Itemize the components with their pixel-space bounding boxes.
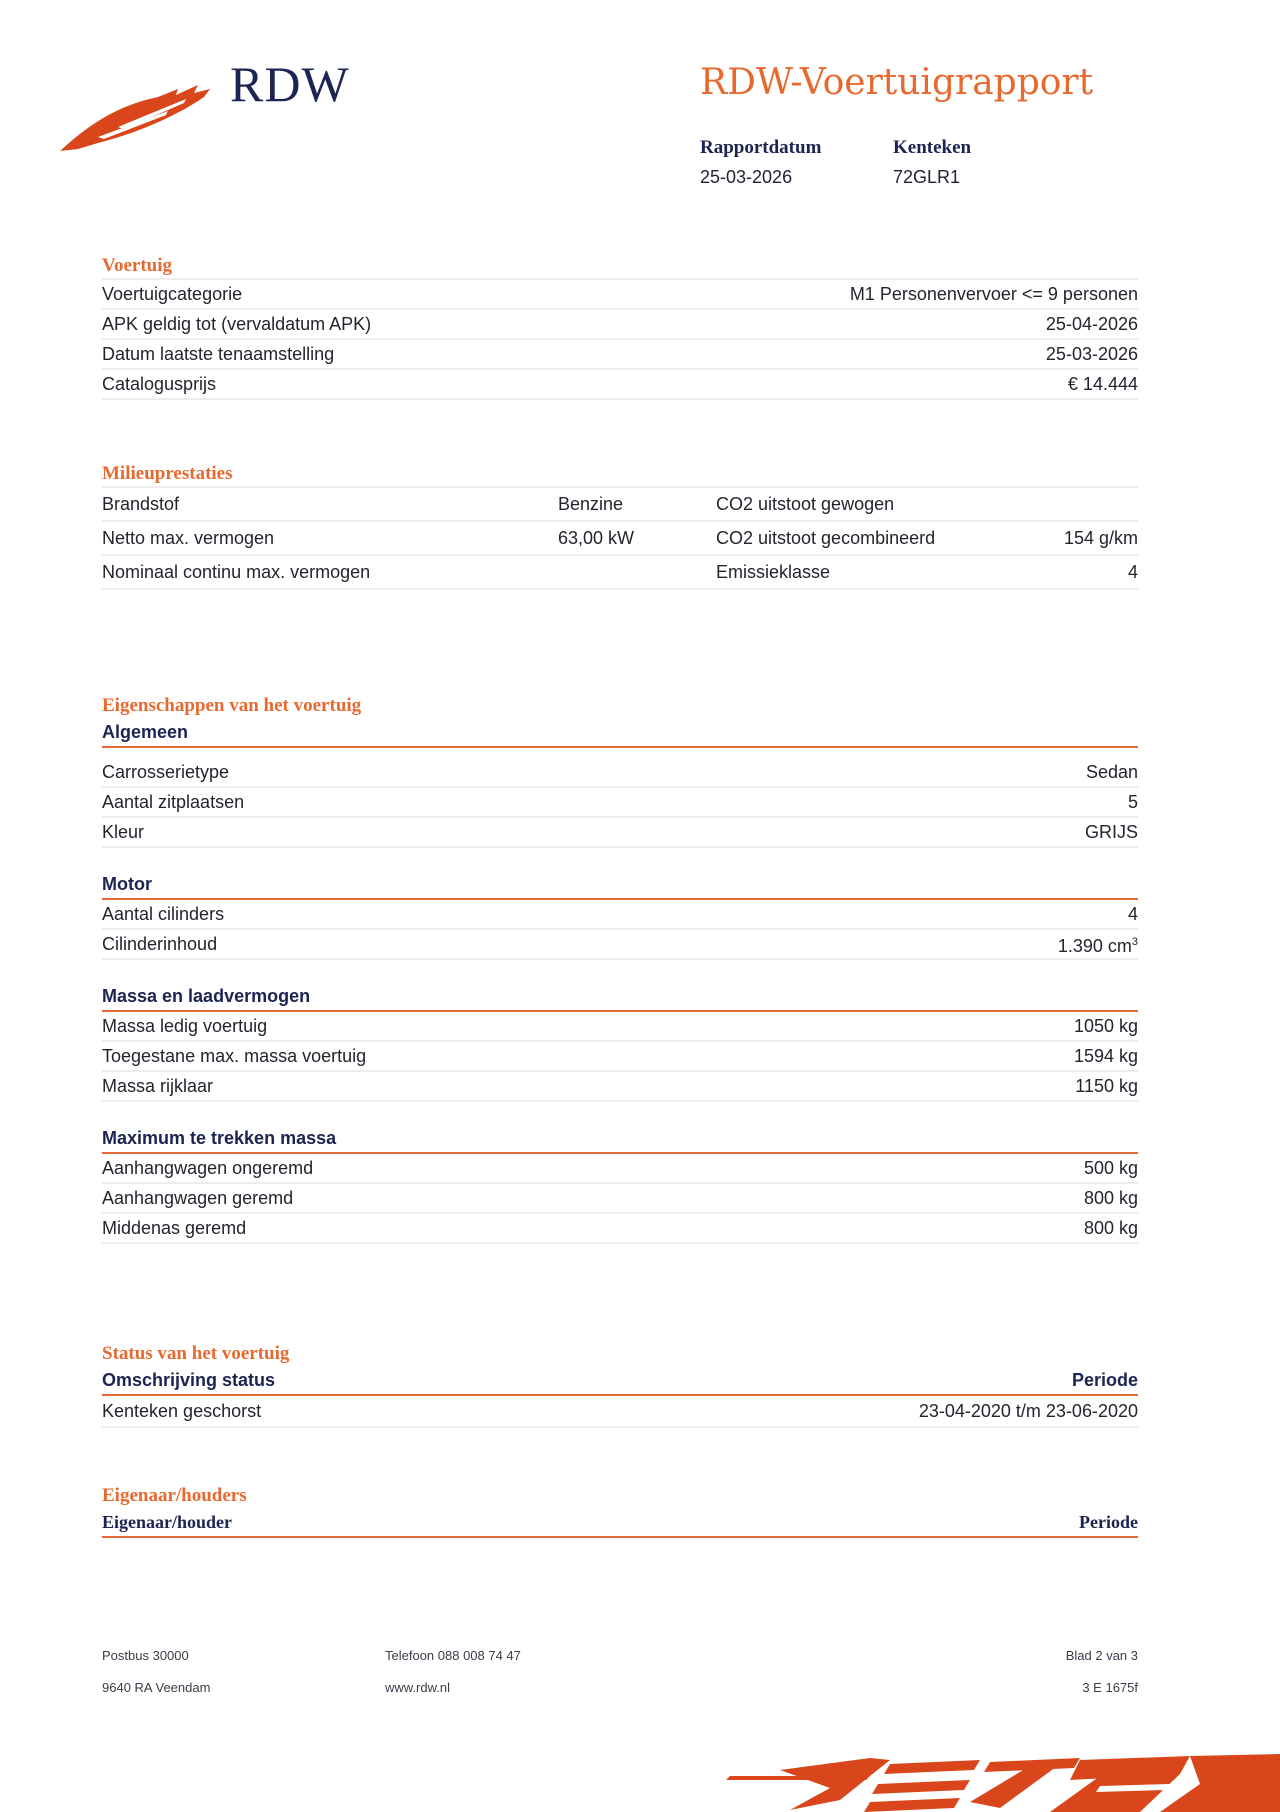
column-header: Periode bbox=[1079, 1512, 1138, 1532]
row-value: 1050 kg bbox=[1073, 1016, 1138, 1036]
row-label: Netto max. vermogen bbox=[102, 528, 275, 548]
table-row bbox=[102, 1396, 1138, 1428]
subsection-label: Algemeen bbox=[102, 722, 189, 742]
row-label: Emissieklasse bbox=[716, 562, 831, 582]
row-value bbox=[1058, 928, 1138, 960]
row-value: 800 kg bbox=[1083, 1188, 1138, 1208]
row-value bbox=[528, 556, 716, 588]
rapportdatum-value: 25-03-2026 bbox=[700, 167, 793, 187]
table-row bbox=[102, 522, 1138, 556]
row-value: 63,00 kW bbox=[558, 528, 635, 548]
logo-text: RDW bbox=[230, 56, 350, 112]
row-label: CO2 uitstoot gecombineerd bbox=[716, 528, 936, 548]
table-row bbox=[102, 1154, 1138, 1184]
section-title: Eigenaar/houders bbox=[102, 1485, 247, 1506]
table-row bbox=[102, 340, 1138, 370]
subsection-title-trekken bbox=[102, 1124, 1138, 1154]
row-label: Carrosserietype bbox=[102, 762, 230, 782]
row-label: Aantal cilinders bbox=[102, 904, 225, 924]
row-value: 5 bbox=[1127, 792, 1138, 812]
row-label: Kenteken geschorst bbox=[102, 1401, 262, 1421]
subsection-title-motor bbox=[102, 870, 1138, 900]
footer-address-line: 9640 RA Veendam bbox=[102, 1680, 211, 1695]
section-title: Eigenschappen van het voertuig bbox=[102, 695, 362, 716]
rdw-logo bbox=[58, 55, 348, 165]
row-value: M1 Personenvervoer <= 9 personen bbox=[849, 284, 1138, 304]
table-row bbox=[102, 556, 1138, 590]
document-code: 3 E 1675f bbox=[1082, 1680, 1138, 1695]
table-row bbox=[102, 1012, 1138, 1042]
table-row bbox=[102, 930, 1138, 960]
row-value: Sedan bbox=[1085, 762, 1138, 782]
row-value bbox=[1106, 488, 1138, 520]
row-label: Catalogusprijs bbox=[102, 374, 217, 394]
row-label: Nominaal continu max. vermogen bbox=[102, 562, 371, 582]
row-value: 500 kg bbox=[1083, 1158, 1138, 1178]
footer-website-link[interactable]: www.rdw.nl bbox=[385, 1680, 451, 1695]
report-title: RDW-Voertuigrapport bbox=[700, 62, 1094, 103]
row-value: 800 kg bbox=[1083, 1218, 1138, 1238]
section-title: Milieuprestaties bbox=[102, 463, 233, 484]
row-value: Benzine bbox=[558, 494, 624, 514]
footer-address-line: Postbus 30000 bbox=[102, 1648, 189, 1663]
decorative-stripes-icon bbox=[720, 1740, 1280, 1812]
rapportdatum-label: Rapportdatum bbox=[700, 137, 822, 158]
row-label: Voertuigcategorie bbox=[102, 284, 243, 304]
column-header: Eigenaar/houder bbox=[102, 1512, 233, 1532]
subsection-title-massa bbox=[102, 982, 1138, 1012]
page-number: Blad 2 van 3 bbox=[1065, 1648, 1138, 1663]
table-row bbox=[102, 278, 1138, 310]
row-label: APK geldig tot (vervaldatum APK) bbox=[102, 314, 372, 334]
kenteken-label: Kenteken bbox=[893, 137, 972, 158]
table-row bbox=[102, 788, 1138, 818]
rapportdatum-block bbox=[700, 137, 821, 188]
status-table-header bbox=[102, 1366, 1138, 1396]
row-value: 4 bbox=[1127, 904, 1138, 924]
section-title: Status van het voertuig bbox=[102, 1343, 290, 1364]
kenteken-value: 72GLR1 bbox=[893, 167, 961, 187]
eigenaar-table-header bbox=[102, 1508, 1138, 1538]
row-label: Aantal zitplaatsen bbox=[102, 792, 245, 812]
section-status bbox=[102, 1342, 1138, 1428]
value-text: 1.390 cm bbox=[1057, 936, 1132, 956]
row-label: Aanhangwagen ongeremd bbox=[102, 1158, 314, 1178]
footer-page-info bbox=[1000, 1640, 1138, 1704]
row-value: 154 g/km bbox=[1063, 528, 1138, 548]
kenteken-block bbox=[893, 137, 971, 188]
footer-phone: Telefoon 088 008 74 47 bbox=[385, 1648, 521, 1663]
table-row bbox=[102, 1072, 1138, 1102]
row-label: Kleur bbox=[102, 822, 145, 842]
table-row bbox=[102, 900, 1138, 930]
row-label: Toegestane max. massa voertuig bbox=[102, 1046, 367, 1066]
row-value: 4 bbox=[1127, 562, 1138, 582]
row-label: Massa ledig voertuig bbox=[102, 1016, 268, 1036]
row-label: Datum laatste tenaamstelling bbox=[102, 344, 335, 364]
row-label: Middenas geremd bbox=[102, 1218, 247, 1238]
section-title: Voertuig bbox=[102, 255, 173, 276]
row-label: Massa rijklaar bbox=[102, 1076, 214, 1096]
footer-address bbox=[102, 1640, 210, 1704]
section-voertuig bbox=[102, 254, 1138, 400]
subsection-label: Massa en laadvermogen bbox=[102, 986, 311, 1006]
table-row bbox=[102, 1184, 1138, 1214]
table-row bbox=[102, 310, 1138, 340]
column-header: Omschrijving status bbox=[102, 1370, 276, 1390]
row-value: 1594 kg bbox=[1073, 1046, 1138, 1066]
table-row bbox=[102, 818, 1138, 848]
table-row bbox=[102, 486, 1138, 522]
row-value: 23-04-2020 t/m 23-06-2020 bbox=[918, 1401, 1138, 1421]
row-value: € 14.444 bbox=[1067, 374, 1138, 394]
subsection-title-algemeen bbox=[102, 718, 1138, 748]
footer-contact bbox=[385, 1640, 521, 1704]
row-value: 1150 kg bbox=[1075, 1076, 1138, 1096]
row-label: Brandstof bbox=[102, 494, 180, 514]
row-value: GRIJS bbox=[1084, 822, 1138, 842]
subsection-label: Motor bbox=[102, 874, 152, 894]
subsection-label: Maximum te trekken massa bbox=[102, 1128, 337, 1148]
table-row bbox=[102, 758, 1138, 788]
row-label: Aanhangwagen geremd bbox=[102, 1188, 294, 1208]
section-eigenschappen bbox=[102, 694, 1138, 1244]
row-value: 25-04-2026 bbox=[1045, 314, 1138, 334]
rdw-feather-icon bbox=[58, 75, 213, 155]
unit-superscript: 3 bbox=[1131, 936, 1138, 948]
column-header: Periode bbox=[1071, 1370, 1138, 1390]
section-eigenaar bbox=[102, 1484, 1138, 1538]
row-label: CO2 uitstoot gewogen bbox=[716, 494, 895, 514]
table-row bbox=[102, 1214, 1138, 1244]
table-row bbox=[102, 370, 1138, 400]
section-milieuprestaties bbox=[102, 462, 1138, 590]
row-label: Cilinderinhoud bbox=[102, 934, 218, 954]
row-value: 25-03-2026 bbox=[1045, 344, 1138, 364]
table-row bbox=[102, 1042, 1138, 1072]
